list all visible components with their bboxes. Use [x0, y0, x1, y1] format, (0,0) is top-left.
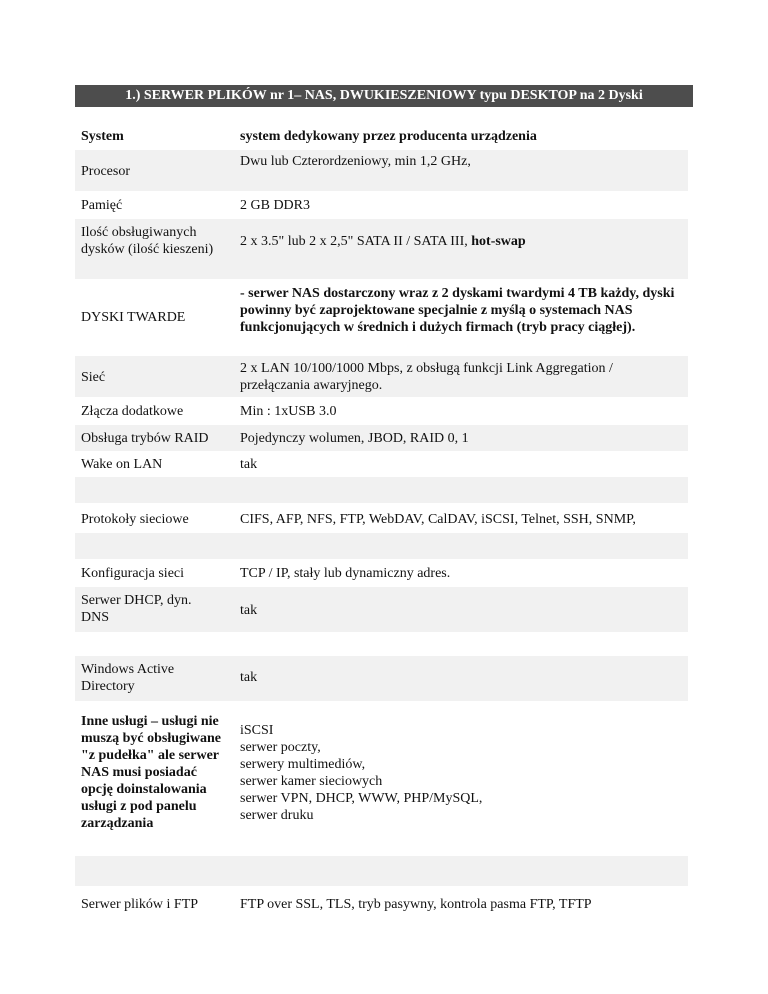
spec-value: Min : 1xUSB 3.0	[240, 404, 337, 419]
section-title: 1.) SERWER PLIKÓW nr 1– NAS, DWUKIESZENIOWY typu DESKTOP na 2 Dyski	[75, 85, 693, 107]
spacer-row	[75, 477, 688, 503]
spacer-row	[75, 632, 688, 656]
spec-value: TCP / IP, stały lub dynamiczny adres.	[240, 566, 451, 581]
spec-row-active-directory	[75, 656, 688, 701]
spec-value: 2 x LAN 10/100/1000 Mbps, z obsługą funkcji Link Aggregation / przełączania awaryjnego.	[240, 361, 613, 393]
spec-row-raid	[75, 425, 688, 451]
spec-value: system dedykowany przez producenta urządzenia	[240, 129, 537, 144]
spec-label: Ilość obsługiwanych dysków (ilość kieszeni)	[81, 225, 214, 257]
spec-value: Pojedynczy wolumen, JBOD, RAID 0, 1	[240, 431, 469, 446]
spec-label: Serwer plików i FTP	[81, 897, 199, 912]
spec-row-network	[75, 356, 688, 397]
spec-label: Pamięć	[81, 198, 123, 213]
spec-row-hard-drives	[75, 279, 688, 356]
spec-row-dhcp-dns	[75, 587, 688, 632]
spec-value: tak	[240, 457, 258, 472]
spec-row-other-services	[75, 701, 688, 856]
spec-label: Złącza dodatkowe	[81, 404, 184, 419]
spec-row-memory	[75, 191, 688, 219]
spec-row-ports	[75, 397, 688, 425]
spec-label: Serwer DHCP, dyn. DNS	[81, 593, 192, 625]
spec-value: FTP over SSL, TLS, tryb pasywny, kontrola pasma FTP, TFTP	[240, 897, 592, 912]
spacer-row	[75, 533, 688, 559]
spec-label: DYSKI TWARDE	[81, 310, 186, 325]
spec-value-bold: hot-swap	[471, 234, 526, 249]
spec-label: Inne usługi – usługi nie muszą być obsługiwane "z pudełka" ale serwer NAS musi posiadać opcję doinstalowania usługi z pod panelu zarządzania	[81, 714, 222, 831]
spec-value: - serwer NAS dostarczony wraz z 2 dyskami twardymi 4 TB każdy, dyski powinny być zaprojektowane specjalnie z myślą o systemach NAS funkcjonujących w średnich i dużych firmach (tryb pracy ciągłej).	[240, 286, 675, 335]
spec-value-text: 2 x 3.5" lub 2 x 2,5" SATA II / SATA III,	[240, 234, 472, 249]
spec-value: iSCSI serwer poczty, serwery multimediów, serwer kamer sieciowych serwer VPN, DHCP, WWW, PHP/MySQL, serwer druku	[240, 723, 483, 823]
spec-row-file-ftp	[75, 886, 688, 926]
spec-value: 2 GB DDR3	[240, 198, 311, 213]
spec-row-system	[75, 122, 688, 150]
spec-label: Konfiguracja sieci	[81, 566, 185, 581]
spec-label: Wake on LAN	[81, 457, 163, 472]
spec-row-processor	[75, 150, 688, 191]
spec-label: Sieć	[81, 370, 106, 385]
spec-row-network-config	[75, 559, 688, 587]
spec-value: CIFS, AFP, NFS, FTP, WebDAV, CalDAV, iSCSI, Telnet, SSH, SNMP,	[240, 512, 636, 527]
spec-row-wake-on-lan	[75, 451, 688, 477]
spec-label: Obsługa trybów RAID	[81, 431, 209, 446]
spec-row-protocols	[75, 503, 688, 533]
spec-value: tak	[240, 670, 258, 685]
spec-label: System	[81, 129, 124, 144]
spacer-row	[75, 856, 688, 886]
spec-label: Windows Active Directory	[81, 662, 175, 694]
spec-value	[240, 233, 686, 250]
spec-value: tak	[240, 603, 258, 618]
spec-label: Protokoły sieciowe	[81, 512, 189, 527]
spec-label: Procesor	[81, 164, 130, 179]
spec-row-drive-bays	[75, 219, 688, 279]
spec-value: Dwu lub Czterordzeniowy, min 1,2 GHz,	[240, 154, 471, 169]
